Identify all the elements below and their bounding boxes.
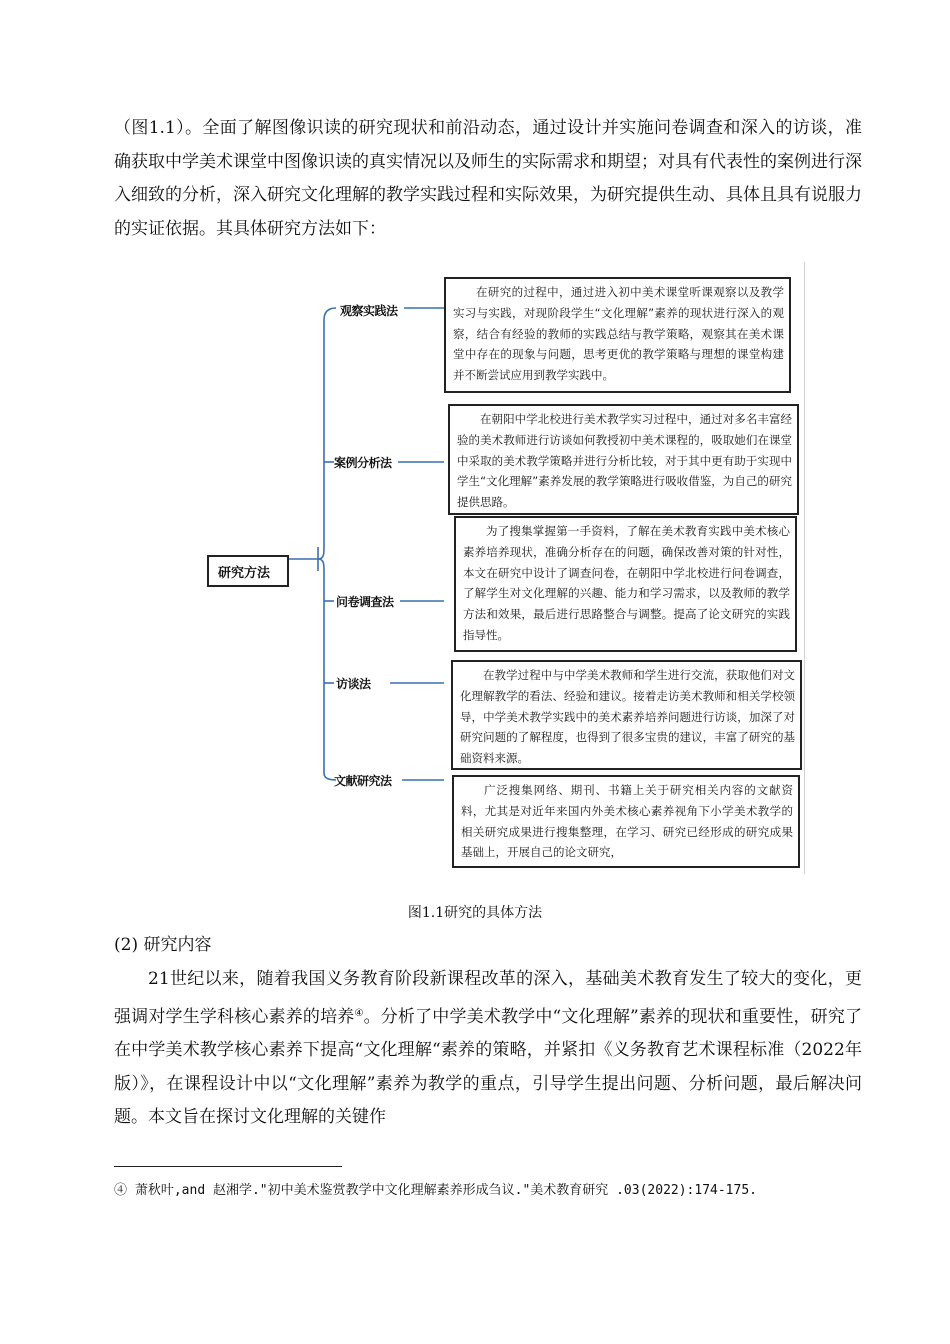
method-description-literature: 广泛搜集网络、期刊、书籍上关于研究相关内容的文献资 料，尤其是对近年来国内外美术核心素养视角下小学美术教学的相关研究成果进行搜集整理，在学习、研究已经形成的研究成果基础上，开展自己的论文研究， (452, 775, 800, 868)
figure-caption: 图1.1研究的具体方法 (407, 905, 543, 921)
bracket-upper (318, 308, 336, 559)
method-description-interview: 在教学过程中与中学美术教师和学生进行交流，获取他们对文化理解教学的看法、经验和建议。接着走访美术教师和相关学校领导，中学美术教学实践中的美术素养培养问题进行访谈，加深了对研究问题的了解程度，也得到了很多宝贵的建议，丰富了研究的基础资料来源。 (451, 660, 802, 770)
root-connector (289, 547, 318, 571)
method-description-case-analysis: 在朝阳中学北校进行美术教学实习过程中，通过对多名丰富经验的美术教师进行访谈如何教授初中美术课程的，吸取她们在课堂中采取的美术教学策略并进行分析比较，对于其中更有助于实现中学生“文化理解”素养发展的教学策略进行吸收借鉴，为自己的研究提供思路。 (448, 404, 799, 515)
method-description-questionnaire: 为了搜集掌握第一手资料，了解在美术教育实践中美术核心素养培养现状，准确分析存在的问题，确保改善对策的针对性，本文在研究中设计了调查问卷，在朝阳中学北校进行问卷调查，了解学生对文化理解的兴趣、能力和学习需求，以及教师的教学方法和效果，最后进行思路整合与调整。提高了论文研究的实践指导性。 (454, 516, 797, 652)
bracket-lower (318, 559, 336, 780)
method-label-case-analysis: 案例分析法 (334, 456, 392, 470)
section-heading: (2) 研究内容 (114, 935, 212, 955)
footnote-separator (114, 1166, 342, 1167)
footnote-mark: ④ (114, 1183, 128, 1198)
method-label-observation: 观察实践法 (340, 304, 398, 318)
footnote (114, 1176, 862, 1206)
intro-paragraph: （图1.1）。全面了解图像识读的研究现状和前沿动态，通过设计并实施问卷调查和深入的访谈，准确获取中学美术课堂中图像识读的真实情况以及师生的实际需求和期望；对具有代表性的案例进行深入细致的分析，深入研究文化理解的教学实践过程和实际效果，为研究提供生动、具体且具有说服力的实证依据。其具体研究方法如下： (114, 118, 862, 239)
footnote-reference[interactable]: ④ (354, 1007, 364, 1019)
method-label-questionnaire: 问卷调查法 (336, 595, 394, 609)
method-description-observation: 在研究的过程中，通过进入初中美术课堂听课观察以及教学实习与实践，对现阶段学生“文化理解”素养的现状进行深入的观察，结合有经验的教师的实践总结与教学策略，观察其在美术课堂中存在的现象与问题，思考更优的教学策略与理想的课堂构建并不断尝试应用到教学实践中。 (444, 277, 791, 393)
research-methods-figure (200, 262, 810, 874)
content-text-before-note: 21世纪以来，随着我国义务教育阶段新课程改革的深入，基础美术教育发生了较大的变化，更强调对学生学科核心素养的培养 (114, 969, 862, 1027)
method-label-interview: 访谈法 (336, 677, 371, 691)
footnote-text: 萧秋叶,and 赵湘学."初中美术鉴赏教学中文化理解素养形成刍议."美术教育研究 .03(2022):174-175. (134, 1183, 757, 1198)
method-label-literature: 文献研究法 (334, 774, 392, 788)
content-paragraph (114, 963, 862, 1135)
root-node: 研究方法 (207, 555, 289, 587)
content-text-after-note: 。分析了中学美术教学中“文化理解”素养的现状和重要性，研究了在中学美术教学核心素养下提高“文化理解“素养的策略，并紧扣《义务教育艺术课程标准（2022年版）》，在课程设计中以“文化理解”素养为教学的重点，引导学生提出问题、分析问题，最后解决问题。本文旨在探讨文化理解的关键作 (114, 1006, 862, 1127)
